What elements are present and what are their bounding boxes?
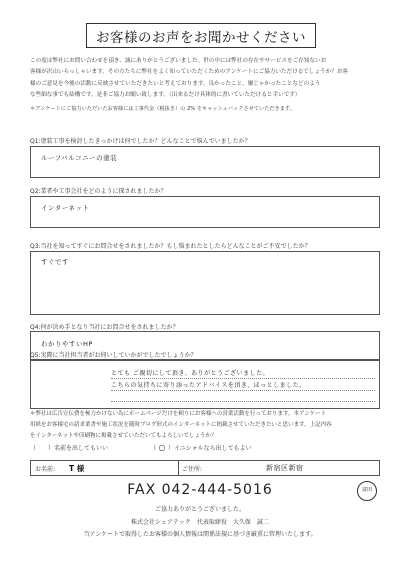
intro-line: 様のご意見を今後の活動に反映させていただきたいと考えております。良かったこと、嫌じゃかったことなどのよう [30,80,321,87]
address-value: 新宿区新宿 [266,464,304,472]
publish-option-1[interactable] [30,443,108,452]
option-2-mark: ○ [158,443,166,452]
publish-option-2[interactable] [150,443,252,452]
intro-paragraph [30,56,380,102]
consent-paragraph [30,409,380,441]
intro-line: この度は弊社にお問い合わせを頂き、誠にありがとうございました。世の中には弊社の存在やサービスをご存知ないお [30,58,327,64]
answer-rule [111,390,375,391]
consent-line: をインターネットや印刷物に掲載させていただいてもよろしいでしょうか？ [30,432,217,439]
footer-thanks: ご協力ありがとうございました。 [154,506,245,513]
question-1-answer-box [30,146,380,178]
question-1-label: Q1:塗装工事を検討したきっかけは何でしたか？どんなことで悩んでいましたか？ [30,138,251,145]
footer-privacy: 当アンケートで取得したお客様の個人情報は関係法規に基づき厳重に管理いたします。 [83,531,317,538]
intro-line: な些細な事でも結構です。是非ご協力お願い致します。（出来るだけ具体的に書いていただけると幸いです） [30,92,301,99]
page-title: お客様のお声をお聞かせください [86,23,316,48]
question-4-label: Q4:何が決め手となり当社にお問合せをされましたか？ [30,324,179,331]
question-5-label: Q5:実際に当社担当者がお伺いしていかがでしたでしょうか？ [30,352,197,359]
consent-line: 用紙をお客様宅の請求業書や施工状況を随時ブログ形式のインターネットに掲載させていただきたいと思います。上記内容 [30,421,332,428]
question-3-answer: すぐです [41,258,69,266]
option-paren: （ [30,445,37,452]
question-2-label: Q2:業者や工事会社をどのように探されましたか？ [30,188,167,195]
question-2-answer: インターネット [41,204,90,212]
name-label: お名前: [35,466,56,473]
question-1-answer: ルーフバルコニーの塗装 [41,154,118,162]
name-box-divider [178,461,179,475]
question-2-answer-box [30,196,380,228]
name-value: T 様 [69,464,85,473]
option-1-label: ）名前を出してもいい [48,445,109,452]
address-label: ご住所: [182,466,203,473]
option-2-label: ）イニシャルなら出してもよい [168,445,252,452]
fax-number: FAX 042-444-5016 [127,482,273,498]
footer-company: 株式会社シェアテック 代表取締役 大久保 誠二 [131,519,269,526]
seal-stamp: 富田 [357,481,377,501]
consent-line: ＊弊社は広告宣伝費を極力かけない為にホームページだけを頼りにお客様への営業活動を行っております。本アンケート [30,411,327,417]
intro-line: 客様が沢山いらっしゃいます。その方たちに弊社をよく知っていただくためのアンケートにご協力いただけるでしょうか？お客 [30,69,349,76]
option-paren: （ [150,445,157,452]
name-address-box [30,460,380,476]
question-5-answer-line: こちらの気持ちに寄り添ったアドバイスを頂き、ほっとしました。 [111,382,306,389]
question-5-answer-box [30,359,380,409]
question-3-answer-box [30,251,380,315]
question-5-answer-line: とても ご親切にして頂き、ありがとうございました。 [111,370,270,377]
question-3-label: Q3:当社を知ってすぐにお問合せをされましたか？もし悩まれたとしたらどんなことがご不安でしたか？ [30,243,311,250]
answer-rule [111,401,375,402]
question-4-answer: わかりやすいHP [41,340,93,348]
answer-rule [111,378,375,379]
cashback-note: ＊アンケートにご協力いただいたお客様には工事代金（税抜き）の 2% をキャッシュバックさせていただきます。 [30,106,295,112]
